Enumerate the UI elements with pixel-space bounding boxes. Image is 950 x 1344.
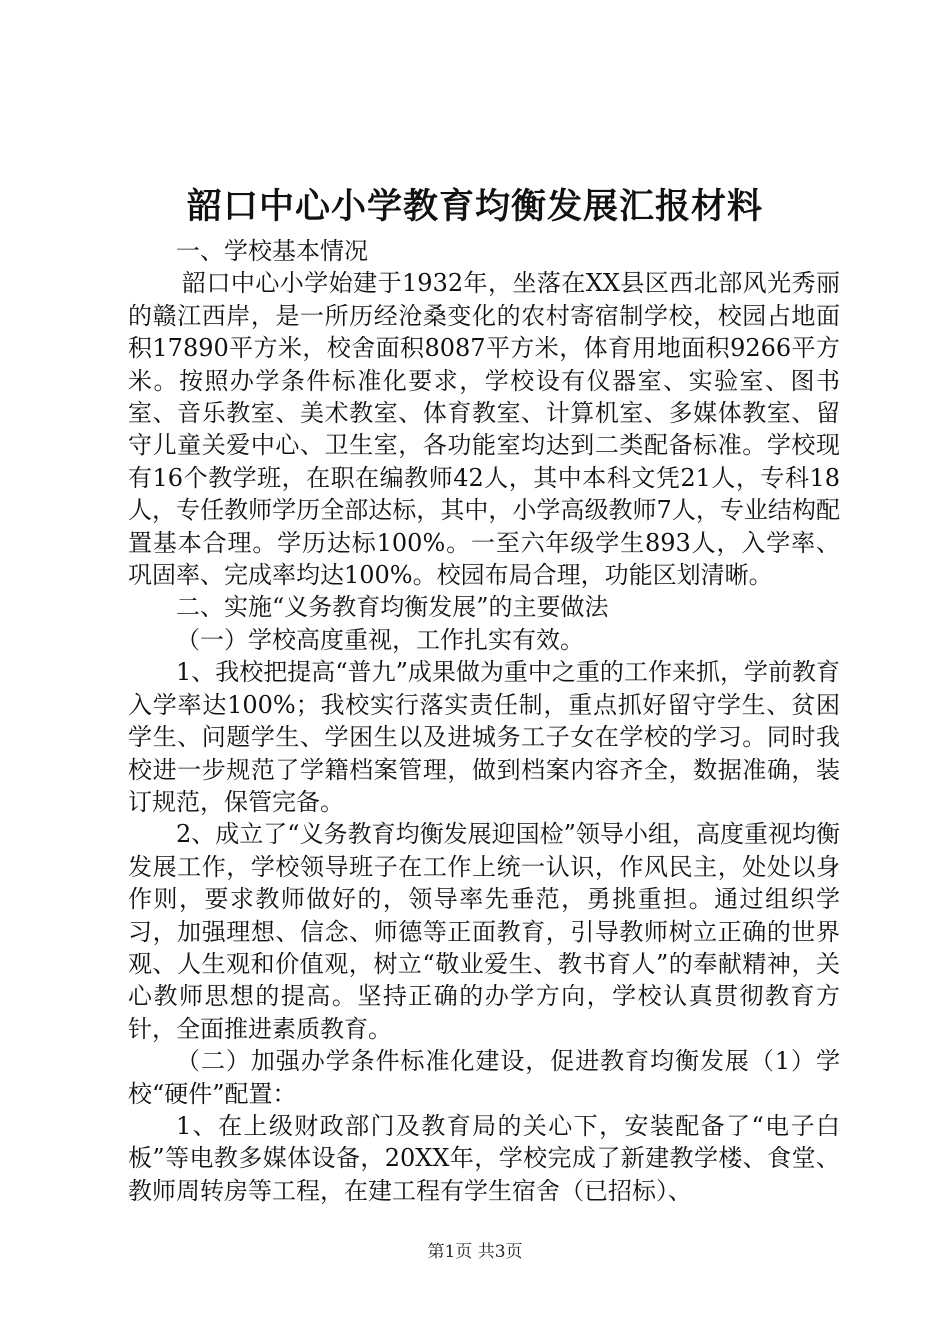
page-number-footer: 第1页 共3页 — [427, 1242, 523, 1262]
paragraph-hardware-item-1: 1、在上级财政部门及教育局的关心下，安装配备了“电子白板”等电教多媒体设备，20XX年，学校完成了新建教学楼、食堂、教师周转房等工程，在建工程有学生宿舍（已招标）、 — [128, 1111, 840, 1205]
document-title: 韶口中心小学教育均衡发展汇报材料 — [186, 186, 763, 227]
paragraph-item-2: 2、成立了“义务教育均衡发展迎国检”领导小组，高度重视均衡发展工作，学校领导班子在工作上统一认识，作风民主，处处以身作则，要求教师做好的，领导率先垂范，勇挑重担。通过组织学习，加强理想、信念、师德等正面教育，引导教师树立正确的世界观、人生观和价值观，树立“敬业爱生、教书育人”的奉献精神，关心教师思想的提高。坚持正确的办学方向，学校认真贯彻教育方针，全面推进素质教育。 — [128, 820, 840, 1043]
subsection-heading-1: （一）学校高度重视，工作扎实有效。 — [176, 625, 584, 654]
paragraph-school-overview: 韶口中心小学始建于1932年，坐落在XX县区西北部风光秀丽的赣江西岸，是一所历经沧桑变化的农村寄宿制学校，校园占地面积17890平方米，校舍面积8087平方米，体育用地面积9266平方米。按照办学条件标准化要求，学校设有仪器室、实验室、图书室、音乐教室、美术教室、体育教室、计算机室、多媒体教室、留守儿童关爱中心、卫生室，各功能室均达到二类配备标准。学校现有16个教学班，在职在编教师42人，其中本科文凭21人，专科18人，专任教师学历全部达标，其中，小学高级教师7人，专业结构配置基本合理。学历达标100%。一至六年级学生893人，入学率、巩固率、完成率均达100%。校园布局合理，功能区划清晰。 — [128, 269, 840, 590]
subsection-heading-2: （二）加强办学条件标准化建设，促进教育均衡发展（1）学校“硬件”配置： — [128, 1047, 840, 1108]
section-heading-2: 二、实施“义务教育均衡发展”的主要做法 — [176, 593, 609, 622]
section-heading-1: 一、学校基本情况 — [176, 237, 368, 265]
paragraph-item-1: 1、我校把提高“普九”成果做为重中之重的工作来抓，学前教育入学率达100%；我校实行落实责任制，重点抓好留守学生、贫困学生、问题学生、学困生以及进城务工子女在学校的学习。同时我校进一步规范了学籍档案管理，做到档案内容齐全，数据准确，装订规范，保管完备。 — [128, 658, 840, 816]
document-body — [128, 235, 840, 1207]
